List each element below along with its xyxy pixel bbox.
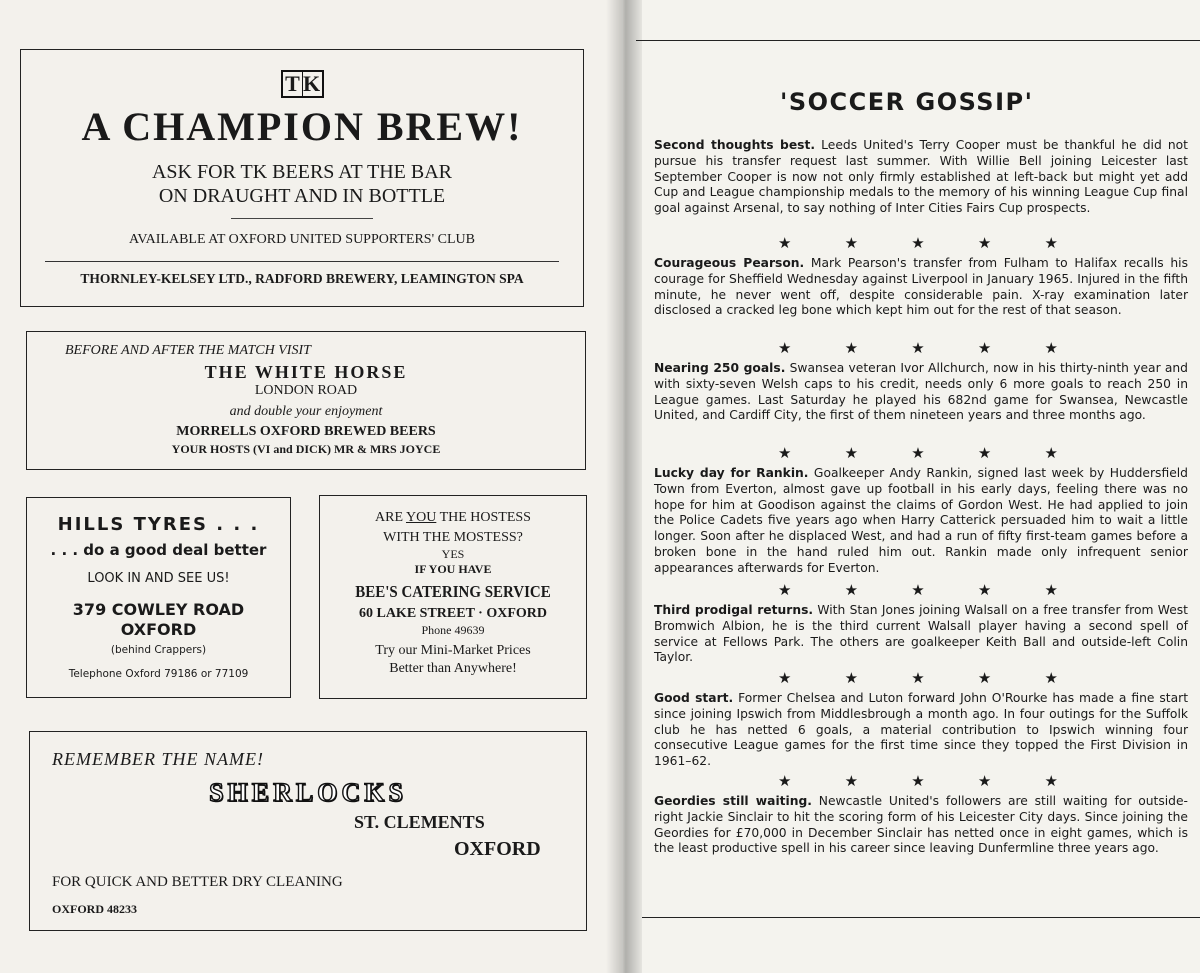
bees-line-3: YES [441,547,465,561]
gossip-item-2: Courageous Pearson. Mark Pearson's transfer from Fulham to Halifax recalls his courage for Sheffield Wednesday against Liverpool in January 1965. Injured in the fifth minute, he never went off, despite considerable pain. X-ray examination later disclosed a cracked leg bone which kept him out for the rest of that season. [654,256,1188,318]
bees-line-2: WITH THE MOSTESS? [383,530,523,545]
sherlocks-line-1: REMEMBER THE NAME! [52,749,264,769]
gossip-item-7: Geordies still waiting. Newcastle United's followers are still waiting for outside-right Jackie Sinclair to hit the scoring form of his Leicester City days. Since joining the Geordies for £70,000 in December Sinclair has netted once in eight games, which is the least productive spell in his career since leaving Dunfermline three years ago. [654,794,1188,856]
bees-line-4: IF YOU HAVE [414,562,492,576]
hills-slogan: . . . do a good deal better [50,541,267,559]
star-divider-2: ★ ★ ★ ★ ★ [778,341,1058,357]
sherlocks-address-1: ST. CLEMENTS [354,812,485,832]
white-horse-line-2: and double your enjoyment [229,404,383,419]
tk-line-1: ASK FOR TK BEERS AT THE BAR [151,161,453,183]
star-divider-6: ★ ★ ★ ★ ★ [778,774,1058,790]
bees-line-5: Try our Mini-Market Prices [375,643,531,658]
white-horse-line-3: MORRELLS OXFORD BREWED BEERS [176,424,436,439]
star-divider-1: ★ ★ ★ ★ ★ [778,236,1058,252]
top-rule [636,40,1200,41]
bees-phone: Phone 49639 [421,623,485,637]
star-divider-3: ★ ★ ★ ★ ★ [778,446,1058,462]
sherlocks-line-2: FOR QUICK AND BETTER DRY CLEANING [52,874,343,890]
tk-line-3: AVAILABLE AT OXFORD UNITED SUPPORTERS' CLUB [129,232,475,247]
sherlocks-phone: OXFORD 48233 [52,902,137,916]
hills-note: (behind Crappers) [110,644,207,656]
white-horse-line-4: YOUR HOSTS (VI and DICK) MR & MRS JOYCE [171,442,441,456]
gossip-item-4: Lucky day for Rankin. Goalkeeper Andy Rankin, signed last week by Huddersfield Town from Everton, almost gave up football in his early days, feeling there was no hope for him at Goodison against the claims of Gordon West. He had applied to join the Police Cadets five years ago when Harry Catterick persuaded him to wait a little longer. Soon after he displaced West, and had a run of fifty first-team games before a broken bone in the hand ruled him out. Rankin made only infrequent senior appearances afterwards for Everton. [654,466,1188,575]
hills-name: HILLS TYRES . . . [57,514,260,535]
bees-catering-advert [319,495,587,699]
white-horse-line-1: BEFORE AND AFTER THE MATCH VISIT [65,343,311,358]
hills-address-1: 379 COWLEY ROAD [72,600,245,619]
bees-line-6: Better than Anywhere! [389,661,517,676]
hills-phone: Telephone Oxford 79186 or 77109 [68,668,249,680]
bees-name: BEE'S CATERING SERVICE [355,582,551,601]
tk-beers-advert [20,49,584,307]
bees-address: 60 LAKE STREET · OXFORD [358,606,547,621]
bottom-rule [642,917,1200,918]
gossip-item-1: Second thoughts best. Leeds United's Terry Cooper must be thankful he did not pursue his transfer request last summer. With Willie Bell joining Leicester last September Cooper is now not only firmly established at left-back but might yet add Cup and League championship medals to the memory of his winning League Cup final goal against Arsenal, to say nothing of Inter Cities Fairs Cup prospects. [654,138,1188,216]
hills-address-2: OXFORD [120,620,197,639]
hills-line-1: LOOK IN AND SEE US! [87,571,230,586]
sherlocks-name: SHERLOCKS [209,778,407,807]
white-horse-address: LONDON ROAD [254,383,358,398]
gossip-item-5: Third prodigal returns. With Stan Jones joining Walsall on a free transfer from West Bromwich Albion, he is the third current Walsall player having a second spell of service at Fellows Park. The others are goalkeeper Keith Ball and outside-left Colin Taylor. [654,603,1188,665]
tk-logo: T K [21,70,583,98]
tk-divider [231,218,373,219]
star-divider-5: ★ ★ ★ ★ ★ [778,671,1058,687]
sherlocks-address-2: OXFORD [454,838,541,860]
sherlocks-advert [29,731,587,931]
gossip-item-3: Nearing 250 goals. Swansea veteran Ivor Allchurch, now in his thirty-ninth year and with sixty-seven Welsh caps to his credit, needs only 6 more goals to reach 250 in League games. Last Saturday he played his 682nd game for Swansea, Newcastle United, and Cardiff City, the first of them nineteen years and three months ago. [654,361,1188,423]
white-horse-name: THE WHITE HORSE [204,362,408,382]
gossip-item-6: Good start. Former Chelsea and Luton forward John O'Rourke has made a fine start since joining Ipswich from Middlesbrough a month ago. In four outings for the Suffolk club he has netted 6 goals, a material contribution to Ipswich winning four consecutive League games for the first time since they topped the First Division in 1961–62. [654,691,1189,769]
tk-line-2: ON DRAUGHT AND IN BOTTLE [158,185,446,207]
star-divider-4: ★ ★ ★ ★ ★ [778,583,1058,599]
page-gutter [606,0,642,973]
bees-line-1: ARE YOU THE HOSTESS [375,510,531,525]
gossip-title: 'SOCCER GOSSIP' [780,88,1034,116]
tk-line-4: THORNLEY-KELSEY LTD., RADFORD BREWERY, LEAMINGTON SPA [80,271,524,286]
tk-headline: A CHAMPION BREW! [81,104,523,149]
hills-tyres-advert [26,497,291,698]
white-horse-advert [26,331,586,470]
tk-rule [45,261,559,262]
